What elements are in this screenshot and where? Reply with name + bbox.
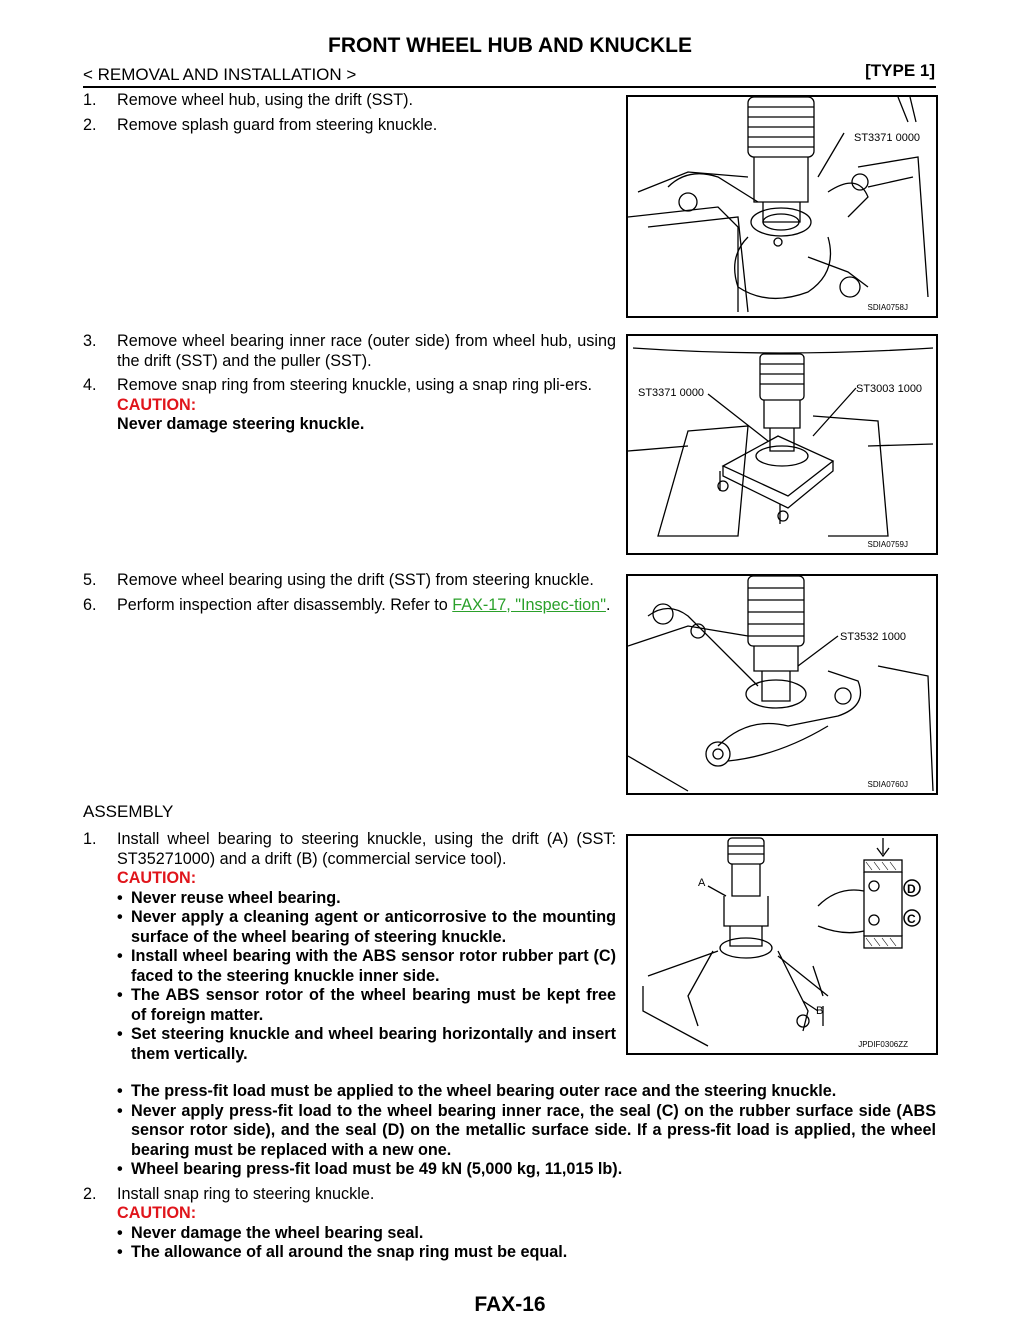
removal-steps-1-2 — [83, 91, 616, 140]
figure-code: SDIA0760J — [867, 780, 908, 789]
assembly-wide-bullets — [83, 1082, 936, 1268]
figure-code: JPDIF0306ZZ — [858, 1040, 908, 1049]
figure-code: SDIA0759J — [867, 540, 908, 549]
caution-bullet: • Never damage the wheel bearing seal. — [117, 1224, 936, 1244]
assembly-heading: ASSEMBLY — [83, 802, 174, 821]
inspection-link[interactable]: FAX-17, "Inspec-tion" — [452, 595, 606, 614]
caution-bullet: • Wheel bearing press-fit load must be 49 kN (5,000 kg, 11,015 lb). — [117, 1160, 936, 1180]
page-number: FAX-16 — [474, 1293, 546, 1316]
caution-label: CAUTION: — [117, 869, 197, 887]
removal-step-5: 5. Remove wheel bearing using the drift (SST) from steering knuckle. — [83, 571, 594, 589]
figure-wheel-hub-removal — [626, 95, 938, 318]
tool-label-right: ST3003 1000 — [856, 383, 923, 395]
caution-bullet: • Never reuse wheel bearing. — [117, 889, 616, 909]
caution-bullet: • The press-fit load must be applied to the wheel bearing outer race and the steering knuckle. — [117, 1082, 936, 1102]
caution-bullet: • The allowance of all around the snap ring must be equal. — [117, 1243, 936, 1263]
figure-code: SDIA0758J — [867, 303, 908, 312]
tool-label-left: ST3371 0000 — [638, 387, 705, 399]
section-heading: < REMOVAL AND INSTALLATION > — [83, 65, 357, 84]
type-tag: [TYPE 1] — [865, 61, 935, 80]
removal-step-6: 6. Perform inspection after disassembly. Refer to FAX-17, "Inspec-tion". — [83, 595, 611, 614]
assembly-step-1: 1. Install wheel bearing to steering knuckle, using the drift (A) (SST: ST35271000) and a drift (B) (commercial service tool). CAUTION: • Never reuse wheel bearing. • Never apply a cleaning agent or anticorrosive to the mounting surface of the wheel bearing of steering knuckle. • Install wheel bearing with the ABS sensor rotor rubber part (C) faced to the steering knuckle inner side. • The ABS sensor rotor of the wheel bearing must be kept free of foreign matter. • Set steering knuckle and wheel bearing horizontally and insert them vertically. — [83, 830, 616, 1064]
removal-steps-3-4 — [83, 332, 616, 440]
tool-label: ST3532 1000 — [840, 631, 907, 643]
bearing-removal-illustration — [628, 576, 936, 793]
caution-label: CAUTION: — [117, 1204, 197, 1222]
label-b: B — [816, 1005, 824, 1017]
caution-bullet: • Never apply a cleaning agent or anticorrosive to the mounting surface of the wheel bearing of steering knuckle. — [117, 908, 616, 947]
label-d: D — [907, 882, 916, 896]
removal-steps-5-6 — [83, 571, 616, 620]
caution-bullet: • The ABS sensor rotor of the wheel bearing must be kept free of foreign matter. — [117, 986, 616, 1025]
figure-bearing-installation — [626, 834, 938, 1055]
removal-step-4: 4. Remove snap ring from steering knuckle, using a snap ring pli-ers. CAUTION: Never damage steering knuckle. — [83, 376, 616, 435]
bearing-installation-illustration — [628, 836, 936, 1053]
figure-inner-race-removal — [626, 334, 938, 555]
removal-step-1: 1. Remove wheel hub, using the drift (SST). — [83, 91, 414, 109]
inner-race-illustration — [628, 336, 936, 553]
caution-text: Never damage steering knuckle. — [117, 415, 365, 433]
figure-bearing-removal — [626, 574, 938, 795]
page-title: FRONT WHEEL HUB AND KNUCKLE — [328, 34, 692, 57]
caution-bullet: • Install wheel bearing with the ABS sensor rotor rubber part (C) faced to the steering knuckle inner side. — [117, 947, 616, 986]
label-c: C — [907, 912, 916, 926]
header-rule — [83, 86, 936, 88]
assembly-step-2: 2. Install snap ring to steering knuckle. CAUTION: • Never damage the wheel bearing seal. • The allowance of all around the snap ring must be equal. — [83, 1185, 936, 1263]
caution-bullet: • Never apply press-fit load to the wheel bearing inner race, the seal (C) on the rubber surface side (ABS sensor rotor side), and the seal (D) on the metallic surface side. If a press-fit load is applied, the wheel bearing must be replaced with a new one. — [117, 1102, 936, 1161]
removal-step-3: 3. Remove wheel bearing inner race (outer side) from wheel hub, using the drift (SST) and the puller (SST). — [83, 332, 616, 370]
removal-step-2: 2. Remove splash guard from steering knuckle. — [83, 115, 438, 134]
caution-label: CAUTION: — [117, 395, 197, 414]
label-a: A — [698, 877, 706, 889]
caution-bullet: • Set steering knuckle and wheel bearing horizontally and insert them vertically. — [117, 1025, 616, 1064]
hub-removal-illustration — [628, 97, 936, 316]
tool-label: ST3371 0000 — [854, 132, 921, 144]
